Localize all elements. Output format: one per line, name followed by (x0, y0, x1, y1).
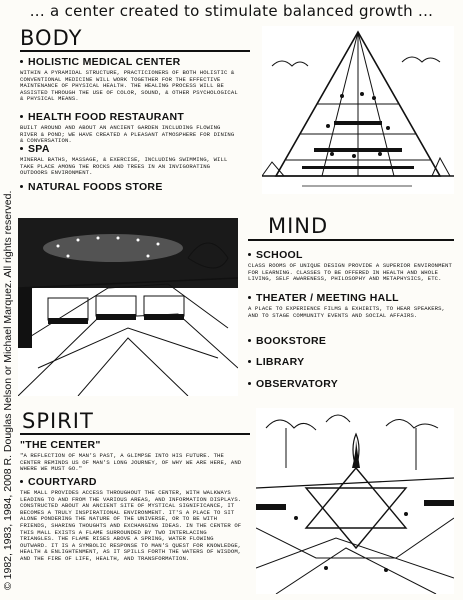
item-desc: BUILT AROUND AND ABOUT AN ANCIENT GARDEN INCLUDING FLOWING RIVER & POND; WE HAVE CREATED A PLEASANT ATMOSPHERE FOR DINING & CONVERSATION. (20, 124, 235, 145)
health-food-restaurant (20, 111, 238, 145)
item-title: "THE CENTER" (20, 439, 101, 451)
holistic-medical-center (20, 56, 238, 103)
courtyard (20, 476, 242, 563)
item-title: BOOKSTORE (248, 335, 454, 347)
theater-meeting-hall (248, 292, 454, 319)
item-title: HEALTH FOOD RESTAURANT (20, 111, 238, 123)
library (248, 356, 454, 368)
spirit-heading: SPIRIT (22, 409, 94, 433)
body-heading: BODY (20, 26, 83, 50)
item-title: NATURAL FOODS STORE (20, 181, 238, 193)
bullet-icon (248, 360, 251, 363)
bullet-icon (20, 480, 23, 483)
item-title: SPA (20, 143, 238, 155)
bullet-icon (248, 382, 251, 385)
mind-underline (248, 239, 454, 241)
item-desc: A PLACE TO EXPERIENCE FILMS & EXHIBITS, TO HEAR SPEAKERS, AND TO STAGE COMMUNITY EVENTS AND SOCIAL AFFAIRS. (248, 305, 446, 319)
item-desc: MINERAL BATHS, MASSAGE, & EXERCISE, INCLUDING SWIMMING, WILL TAKE PLACE AMONG THE ROCKS AND TREES IN AN INVIGORATING OUTDOORS ENVIRONMENT. (20, 156, 228, 177)
item-title: THEATER / MEETING HALL (248, 292, 454, 304)
spirit-underline (20, 433, 250, 435)
bullet-icon (20, 60, 23, 63)
tagline: ... a center created to stimulate balanced growth ... (29, 2, 434, 20)
bullet-icon (20, 147, 23, 150)
pyramid-illustration (262, 26, 454, 194)
spa (20, 143, 238, 177)
school (248, 249, 454, 283)
item-desc: WITHIN A PYRAMIDAL STRUCTURE, PRACTICIONERS OF BOTH HOLISTIC & CONVENTIONAL MEDICINE WILL WORK TOGETHER FOR THE EFFECTIVE MAINTENANCE OF PHYSICAL HEALTH. THE HEALING PROCESS WILL BE ASSISTED THROUGH THE USE OF COLOR, SOUND, & OTHER PSYCHOLOGICAL & PHYSICAL MEANS. (20, 69, 238, 103)
item-title: COURTYARD (20, 476, 242, 488)
body-underline (20, 50, 250, 52)
bullet-icon (20, 115, 23, 118)
observatory (248, 378, 454, 390)
bullet-icon (248, 296, 251, 299)
item-desc: THE MALL PROVIDES ACCESS THROUGHOUT THE CENTER, WITH WALKWAYS LEADING TO AND FROM THE VARIOUS AREAS, AND INFORMATION DISPLAYS. CONSTRUCTED ABOUT AN ANCIENT SITE OF MYSTICAL SIGNIFICANCE, IT BECOMES A TRULY INSPIRATIONAL ENVIRONMENT. IT'S A PLACE TO SIT ALONE PONDERING THE NATURE OF THE UNIVERSE, OR TO BE WITH FRIENDS, SHARING THOUGHTS AND EXCHANGING IDEAS. IN THE CENTER OF THIS MALL EXISTS A FLAME SURROUNDED BY TWO INTERLACING TRIANGLES. THE FLAME RISES ABOVE A SPRING, WATER FLOWING OUTWARD. IT IS A SYMBOLIC RESPONSE TO MAN'S QUEST FOR KNOWLEDGE, HEALTH & ENLIGHTENMENT, AS IT SPILLS FORTH THE WATERS OF WISDOM, AND THE FIRE OF LIFE, HEALTH, AND TRANSFORMATION. (20, 489, 242, 562)
item-title: LIBRARY (248, 356, 454, 368)
item-desc: CLASS ROOMS OF UNIQUE DESIGN PROVIDE A SUPERIOR ENVIRONMENT FOR LEARNING. CLASSES TO BE OFFERED IN HEALTH AND WHOLE LIVING, SELF AWARENESS, PHILOSOPHY AND METAPHYSICS, ETC. (248, 262, 452, 283)
theater-illustration (18, 218, 238, 396)
item-title: SCHOOL (248, 249, 454, 261)
courtyard-illustration (256, 408, 454, 594)
mind-heading: MIND (268, 214, 329, 238)
item-title: HOLISTIC MEDICAL CENTER (20, 56, 238, 68)
bullet-icon (248, 339, 251, 342)
item-desc: "A REFLECTION OF MAN'S PAST, A GLIMPSE INTO HIS FUTURE. THE CENTER REMINDS US OF MAN'S LONG JOURNEY, OF WHY WE ARE HERE, AND WHERE WE MUST GO." (20, 452, 242, 473)
item-title: OBSERVATORY (248, 378, 454, 390)
copyright-notice: © 1982, 1983, 1984, 2008 R. Douglas Nelson or Michael Marquez. All rights reserved. (2, 190, 14, 590)
bullet-icon (20, 185, 23, 188)
bullet-icon (248, 253, 251, 256)
the-center (20, 439, 242, 473)
bookstore (248, 335, 454, 347)
natural-foods-store (20, 181, 238, 193)
